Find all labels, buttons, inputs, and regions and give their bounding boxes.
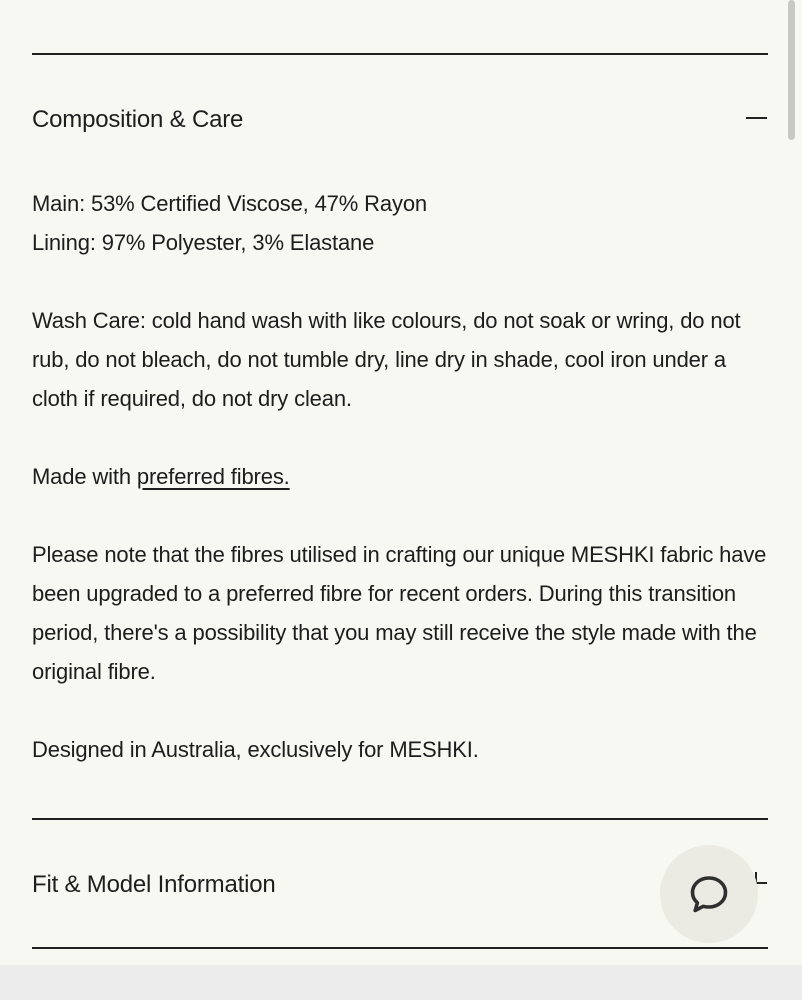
divider-middle [32, 818, 768, 820]
fibre-note-text: Please note that the fibres utilised in crafting our unique MESHKI fabric have been upgraded to a preferred fibre for recent orders. During this transition period, there's a possibility that you may still receive the style made with the original fibre. [32, 542, 767, 684]
preferred-fibres-link[interactable]: preferred fibres. [136, 464, 290, 489]
composition-care-title: Composition & Care [32, 106, 244, 133]
chat-bubble-icon [688, 873, 730, 915]
scrollbar[interactable] [788, 0, 795, 140]
fit-model-title: Fit & Model Information [32, 871, 276, 898]
bottom-bar [0, 965, 802, 1000]
made-with-prefix: Made with [32, 464, 137, 489]
main-fabric-text: Main: 53% Certified Viscose, 47% Rayon [32, 191, 427, 216]
chat-button[interactable] [660, 845, 758, 943]
made-with-text [32, 457, 768, 496]
divider-bottom [32, 947, 768, 949]
wash-care-text: Wash Care: cold hand wash with like colours, do not soak or wring, do not rub, do not bleach, do not tumble dry, line dry in shade, cool iron under a cloth if required, do not dry clean. [32, 308, 741, 411]
divider-top [32, 53, 768, 55]
minus-icon[interactable] [746, 106, 770, 130]
composition-care-content [32, 184, 768, 769]
designed-in-text: Designed in Australia, exclusively for MESHKI. [32, 737, 479, 762]
lining-fabric-text: Lining: 97% Polyester, 3% Elastane [32, 230, 375, 255]
